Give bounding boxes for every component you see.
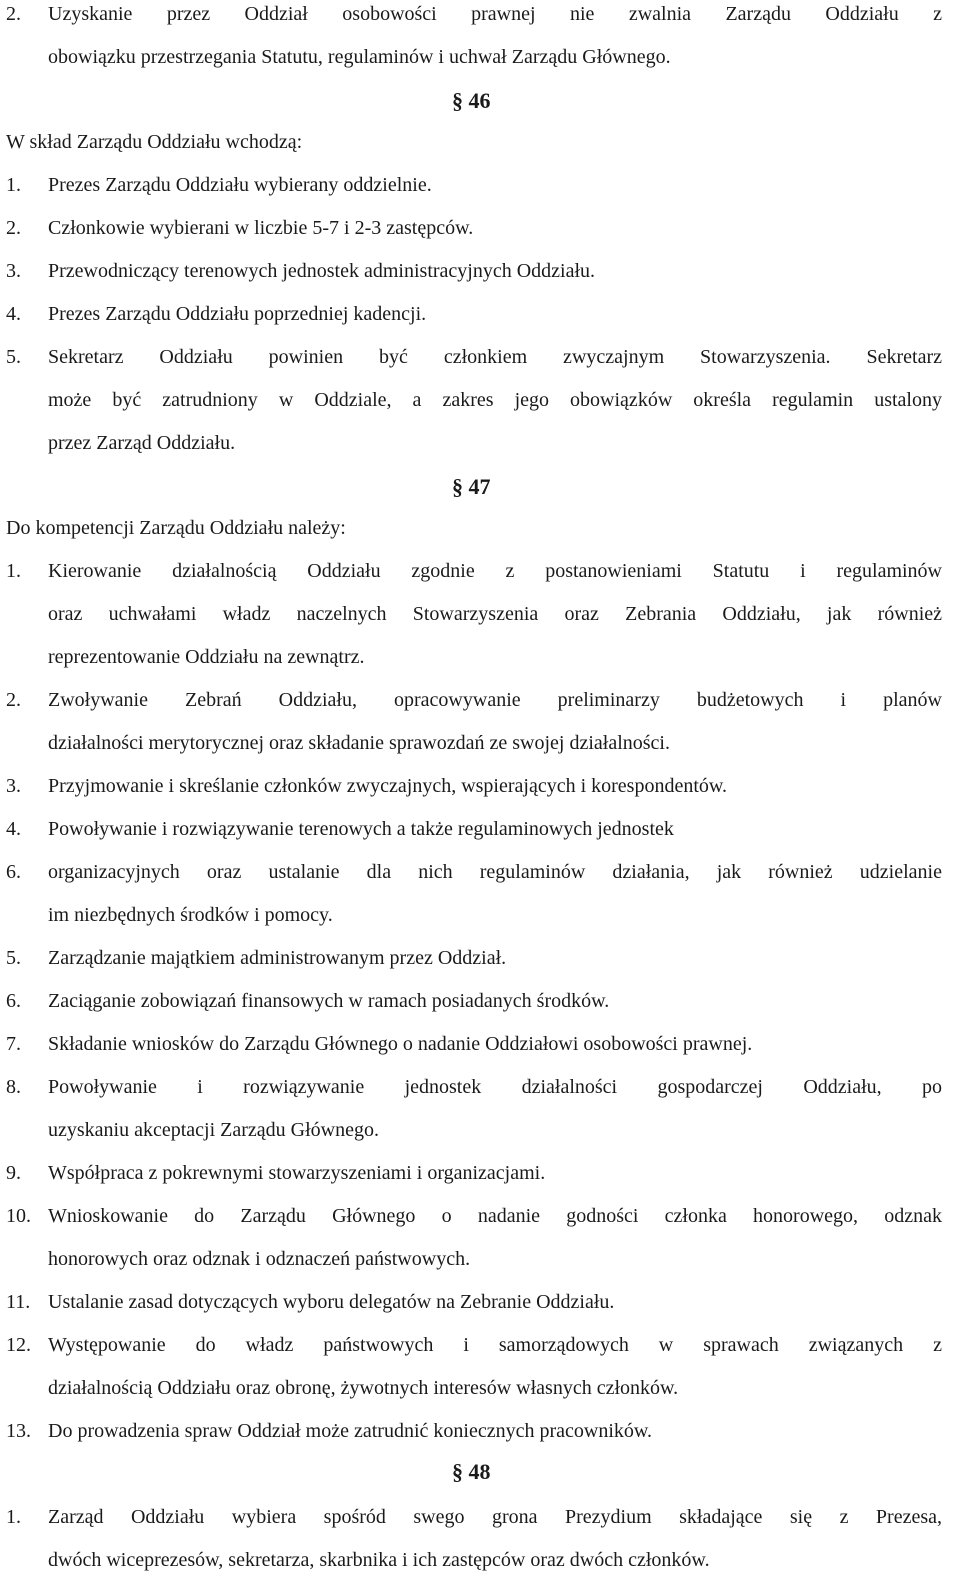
item-line: im niezbędnych środków i pomocy. xyxy=(48,904,333,926)
item-number: 4. xyxy=(6,303,21,325)
intro-item-line: Uzyskanie przez Oddział osobowości prawnej nie zwalnia Zarządu Oddziału z xyxy=(48,3,942,25)
item-line: Przewodniczący terenowych jednostek administracyjnych Oddziału. xyxy=(48,260,596,282)
item-number: 4. xyxy=(6,818,21,840)
item-line: Członkowie wybierani w liczbie 5-7 i 2-3 zastępców. xyxy=(48,217,474,239)
item-number: 9. xyxy=(6,1162,21,1184)
item-number: 10. xyxy=(6,1205,31,1227)
item-number: 5. xyxy=(6,346,21,368)
item-line: Zwoływanie Zebrań Oddziału, opracowywanie preliminarzy budżetowych i planów xyxy=(48,689,942,711)
item-number: 3. xyxy=(6,260,21,282)
intro-item-line: obowiązku przestrzegania Statutu, regulaminów i uchwał Zarządu Głównego. xyxy=(48,46,671,68)
item-line: Prezes Zarządu Oddziału wybierany oddzielnie. xyxy=(48,174,432,196)
item-line: Zaciąganie zobowiązań finansowych w ramach posiadanych środków. xyxy=(48,990,610,1012)
item-line: Zarządzanie majątkiem administrowanym przez Oddział. xyxy=(48,947,507,969)
item-number: 3. xyxy=(6,775,21,797)
item-line: uzyskaniu akceptacji Zarządu Głównego. xyxy=(48,1119,379,1141)
item-line: reprezentowanie Oddziału na zewnątrz. xyxy=(48,646,365,668)
intro-item-number: 2. xyxy=(6,3,21,25)
item-number: 6. xyxy=(6,861,21,883)
item-line: oraz uchwałami władz naczelnych Stowarzyszenia oraz Zebrania Oddziału, jak również xyxy=(48,603,942,625)
item-number: 1. xyxy=(6,1506,21,1528)
item-line: Do prowadzenia spraw Oddział może zatrudnić koniecznych pracowników. xyxy=(48,1420,653,1442)
section-heading-48: § 48 xyxy=(452,1459,491,1484)
item-line: Ustalanie zasad dotyczących wyboru delegatów na Zebranie Oddziału. xyxy=(48,1291,615,1313)
item-line: Sekretarz Oddziału powinien być członkiem zwyczajnym Stowarzyszenia. Sekretarz xyxy=(48,346,942,368)
item-line: organizacyjnych oraz ustalanie dla nich regulaminów działania, jak również udzielanie xyxy=(48,861,942,883)
item-number: 2. xyxy=(6,217,21,239)
section-46-lead: W skład Zarządu Oddziału wchodzą: xyxy=(6,131,303,153)
item-line: działalności merytorycznej oraz składanie sprawozdań ze swojej działalności. xyxy=(48,732,670,754)
item-line: dwóch wiceprezesów, sekretarza, skarbnika i ich zastępców oraz dwóch członków. xyxy=(48,1549,710,1571)
item-number: 11. xyxy=(6,1291,31,1313)
item-line: Występowanie do władz państwowych i samorządowych w sprawach związanych z xyxy=(48,1334,942,1356)
item-line: przez Zarząd Oddziału. xyxy=(48,432,236,454)
item-line: może być zatrudniony w Oddziale, a zakres jego obowiązków określa regulamin ustalony xyxy=(48,389,942,411)
section-heading-47: § 47 xyxy=(452,474,491,499)
item-line: Kierowanie działalnością Oddziału zgodnie z postanowieniami Statutu i regulaminów xyxy=(48,560,942,582)
item-line: Powoływanie i rozwiązywanie jednostek działalności gospodarczej Oddziału, po xyxy=(48,1076,942,1098)
item-number: 1. xyxy=(6,560,21,582)
item-number: 8. xyxy=(6,1076,21,1098)
item-number: 7. xyxy=(6,1033,21,1055)
item-line: Składanie wniosków do Zarządu Głównego o nadanie Oddziałowi osobowości prawnej. xyxy=(48,1033,753,1055)
item-number: 2. xyxy=(6,689,21,711)
item-number: 6. xyxy=(6,990,21,1012)
item-line: Przyjmowanie i skreślanie członków zwyczajnych, wspierających i korespondentów. xyxy=(48,775,728,797)
item-line: Prezes Zarządu Oddziału poprzedniej kadencji. xyxy=(48,303,427,325)
item-number: 13. xyxy=(6,1420,31,1442)
item-number: 12. xyxy=(6,1334,31,1356)
item-line: honorowych oraz odznak i odznaczeń państwowych. xyxy=(48,1248,471,1270)
section-heading-46: § 46 xyxy=(452,88,491,113)
item-line: Współpraca z pokrewnymi stowarzyszeniami i organizacjami. xyxy=(48,1162,546,1184)
item-line: Wnioskowanie do Zarządu Głównego o nadanie godności członka honorowego, odznak xyxy=(48,1205,942,1227)
item-line: działalnością Oddziału oraz obronę, żywotnych interesów własnych członków. xyxy=(48,1377,679,1399)
item-number: 5. xyxy=(6,947,21,969)
section-47-lead: Do kompetencji Zarządu Oddziału należy: xyxy=(6,517,346,539)
item-line: Zarząd Oddziału wybiera spośród swego grona Prezydium składające się z Prezesa, xyxy=(48,1506,942,1528)
item-number: 1. xyxy=(6,174,21,196)
item-line: Powoływanie i rozwiązywanie terenowych a także regulaminowych jednostek xyxy=(48,818,674,840)
